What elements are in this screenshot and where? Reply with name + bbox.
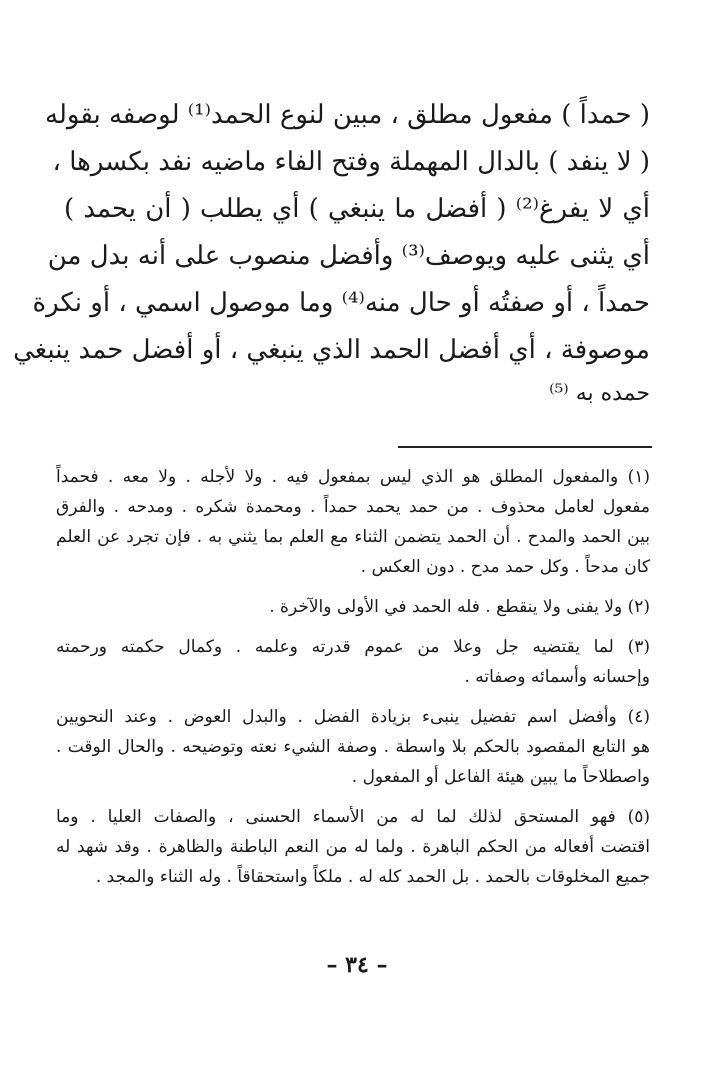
footnotes (56, 462, 650, 902)
main-text (13, 92, 650, 414)
main-text-line: ( حمداً ) مفعول مطلق ، مبين لنوع الحمد⁽¹⁾ لوصفه بقوله (45, 100, 650, 130)
footnote-line: كان مدحاً . وكل حمد مدح . دون العكس . (360, 557, 650, 577)
main-text-line: موصوفة ، أي أفضل الحمد الذي ينبغي ، أو أفضل حمد ينبغي (13, 335, 650, 365)
footnote-line: (١) والمفعول المطلق هو الذي ليس بمفعول فيه . ولا لأجله . ولا معه . فحمداً (56, 467, 650, 487)
footnote-4 (56, 702, 650, 792)
footnote-line: مفعول لعامل محذوف . من حمد يحمد حمداً . ومحمدة شكره . ومدحه . والفرق (56, 497, 650, 517)
main-text-line: أي لا يفرغ⁽²⁾ ( أفضل ما ينبغي ) أي يطلب ( أن يحمد ) (64, 194, 650, 224)
footnote-line: بين الحمد والمدح . أن الحمد يتضمن الثناء مع العلم بما يثني به . فإن تجرد عن العلم (56, 527, 650, 547)
footnote-line: وإحسانه وأسمائه وصفاته . (464, 667, 650, 687)
page-number: – ٣٤ – (326, 952, 388, 978)
footnote-line: (٤) وأفضل اسم تفضيل ينبىء بزيادة الفضل . والبدل العوض . وعند النحويين (56, 707, 650, 727)
main-text-line: حمده به ⁽⁵⁾ (549, 381, 650, 406)
main-text-line: ( لا ينفد ) بالدال المهملة وفتح الفاء ماضيه نفد بكسرها ، (52, 147, 650, 177)
footnote-2 (56, 592, 650, 622)
footnote-line: اقتضت أفعاله من الحكم الباهرة . ولما له من النعم الباطنة والظاهرة . وقد شهد له (56, 837, 650, 857)
footnote-5 (56, 802, 650, 892)
main-text-line: أي يثنى عليه ويوصف⁽³⁾ وأفضل منصوب على أنه بدل من (47, 241, 650, 271)
footnote-line: هو التابع المقصود بالحكم بلا واسطة . وصفة الشيء نعته وتوضيحه . والحال الوقت . (56, 737, 650, 757)
footnote-line: (٢) ولا يفنى ولا ينقطع . فله الحمد في الأولى والآخرة . (269, 597, 650, 617)
footnote-line: (٥) فهو المستحق لذلك لما له من الأسماء الحسنى ، والصفات العليا . وما (56, 807, 650, 827)
footnote-3 (56, 632, 650, 692)
main-text-line: حمداً ، أو صفتُه أو حال منه⁽⁴⁾ وما موصول اسمي ، أو نكرة (32, 288, 650, 318)
footnote-line: جميع المخلوقات بالحمد . بل الحمد كله له . ملكاً واستحقاقاً . وله الثناء والمجد . (95, 867, 650, 887)
footnote-line: (٣) لما يقتضيه جل وعلا من عموم قدرته وعلمه . وكمال حكمته ورحمته (56, 637, 650, 657)
footnote-divider (398, 446, 652, 448)
footnote-1 (56, 462, 650, 582)
footnote-line: واصطلاحاً ما يبين هيئة الفاعل أو المفعول . (351, 767, 650, 787)
